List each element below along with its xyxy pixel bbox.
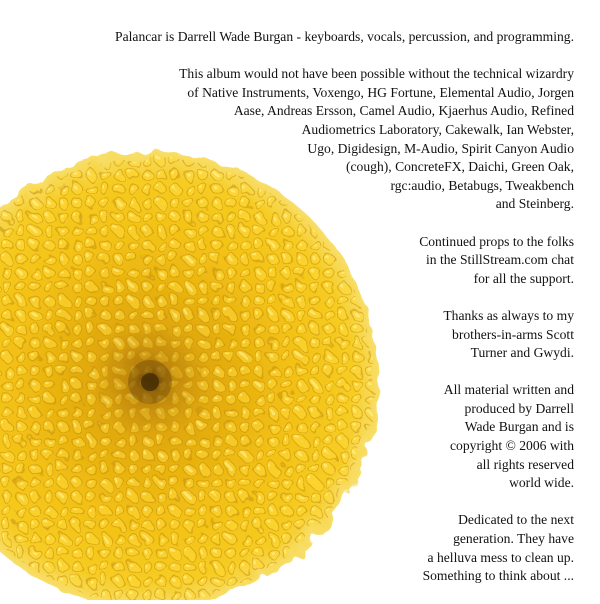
text-line: Continued props to the folks — [419, 233, 574, 249]
text-line: (cough), ConcreteFX, Daichi, Green Oak, — [346, 159, 574, 175]
text-line: Audiometrics Laboratory, Cakewalk, Ian Webster, — [301, 121, 574, 137]
text-line: brothers-in-arms Scott — [452, 326, 574, 342]
props-paragraph — [14, 233, 574, 289]
text-line: Thanks as always to my — [443, 307, 574, 323]
text-line: world wide. — [509, 475, 574, 491]
text-line: for all the support. — [473, 270, 574, 286]
text-line: rgc:audio, Betabugs, Tweakbench — [390, 177, 574, 193]
text-line: Dedicated to the next — [458, 512, 574, 528]
text-line: in the StillStream.com chat — [426, 252, 574, 268]
text-line: a helluva mess to clean up. — [427, 549, 574, 565]
credits-paragraph — [14, 28, 574, 47]
liner-notes — [14, 28, 574, 604]
text-line: generation. They have — [453, 531, 574, 547]
text-line: Palancar is Darrell Wade Burgan - keyboards, vocals, percussion, and programming. — [115, 29, 574, 44]
copyright-paragraph — [14, 381, 574, 493]
thanks-software-paragraph — [14, 65, 574, 214]
thanks-brothers-paragraph — [14, 307, 574, 363]
text-line: of Native Instruments, Voxengo, HG Fortune, Elemental Audio, Jorgen — [187, 84, 574, 100]
text-line: Something to think about ... — [422, 568, 574, 584]
text-line: all rights reserved — [476, 456, 574, 472]
text-line: and Steinberg. — [495, 196, 574, 212]
text-line: Turner and Gwydi. — [470, 345, 574, 361]
text-line: This album would not have been possible without the technical wizardry — [179, 66, 574, 82]
dedication-paragraph — [14, 511, 574, 585]
text-line: Aase, Andreas Ersson, Camel Audio, Kjaerhus Audio, Refined — [233, 103, 574, 119]
text-line: All material written and — [443, 382, 574, 398]
text-line: copyright © 2006 with — [450, 438, 574, 454]
text-line: Wade Burgan and is — [464, 419, 574, 435]
text-line: produced by Darrell — [464, 400, 574, 416]
text-line: Ugo, Digidesign, M-Audio, Spirit Canyon Audio — [307, 140, 574, 156]
